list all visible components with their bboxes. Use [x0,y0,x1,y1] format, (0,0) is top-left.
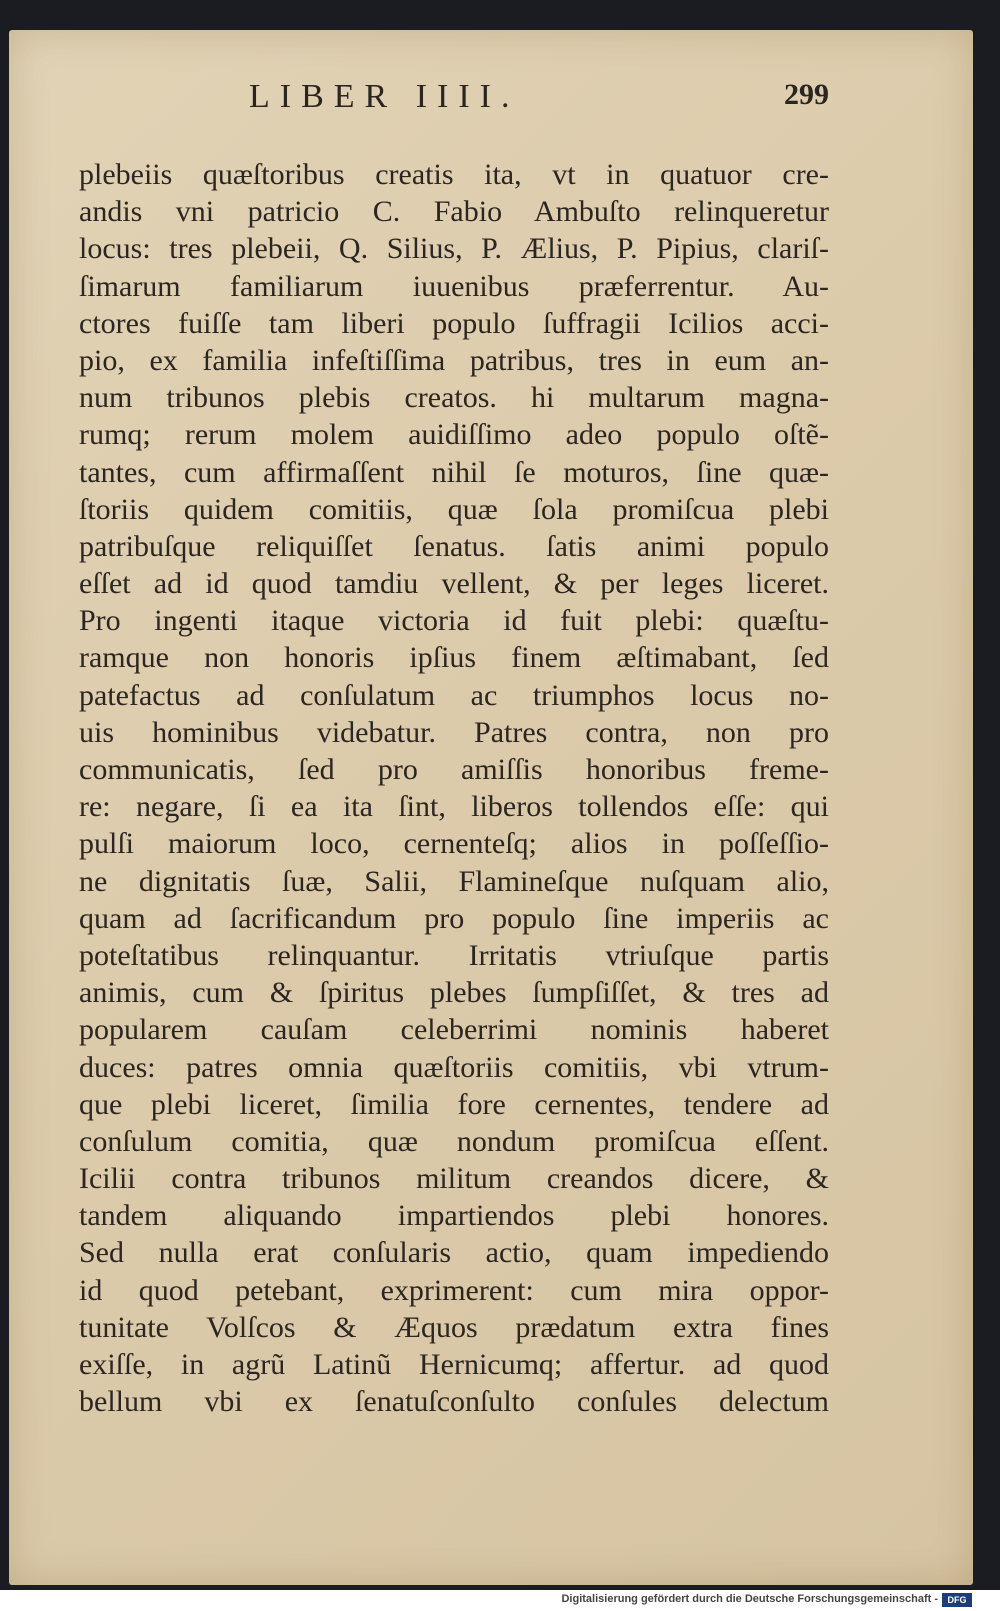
text-line: exiſſe, in agrũ Latinũ Hernicumq; affertur. ad quod [79,1348,829,1381]
text-line: communicatis, ſed pro amiſſis honoribus freme- [79,753,829,786]
text-line: duces: patres omnia quæſtoriis comitiis, vbi vtrum- [79,1050,829,1084]
text-line: andis vni patricio C. Fabio Ambuſto relinqueretur [79,195,829,229]
text-line: locus: tres plebeii, Q. Silius, P. Ælius, P. Pipius, clariſ- [79,232,829,266]
book-title: LIBER IIII. [249,78,520,115]
text-line: popularem cauſam celeberrimi nominis haberet [79,1013,829,1047]
text-line: Pro ingenti itaque victoria id fuit plebi: quæſtu- [79,604,829,638]
text-line: ramque non honoris ipſius finem æſtimabant, ſed [79,641,829,675]
text-line: pulſi maiorum loco, cernenteſq; alios in poſſeſſio- [79,827,829,861]
text-line: conſulum comitia, quæ nondum promiſcua eſſent. [79,1124,829,1158]
text-line: bellum vbi ex ſenatuſconſulto conſules delectum [79,1385,829,1419]
text-line: patefactus ad conſulatum ac triumphos locus no- [79,678,829,712]
text-line: tunitate Volſcos & Æquos prædatum extra fines [79,1310,829,1344]
text-line: uis hominibus videbatur. Patres contra, non pro [79,715,829,749]
text-line: tantes, cum affirmaſſent nihil ſe moturos, ſine quæ- [79,455,829,489]
text-line: ſimarum familiarum iuuenibus præferrentur. Au- [79,269,829,303]
book-page [9,30,973,1585]
running-head [249,78,869,124]
text-line: Sed nulla erat conſularis actio, quam impediendo [79,1236,829,1270]
text-line: ſtoriis quidem comitiis, quæ ſola promiſcua plebi [79,492,829,526]
text-line: re: negare, ſi ea ita ſint, liberos tollendos eſſe: qui [79,790,829,824]
text-line: que plebi liceret, ſimilia fore cernentes, tendere ad [79,1087,829,1121]
text-line: pio, ex familia infeſtiſſima patribus, tres in eum an- [79,343,829,377]
body-text [79,156,829,1420]
text-line: poteſtatibus relinquantur. Irritatis vtriuſque partis [79,938,829,972]
text-line: Icilii contra tribunos militum creandos dicere, & [79,1162,829,1196]
dfg-logo-icon: DFG [942,1593,972,1607]
text-line: eſſet ad id quod tamdiu vellent, & per leges liceret. [79,567,829,601]
footer-bar [0,1590,1000,1611]
text-line: num tribunos plebis creatos. hi multarum magna- [79,381,829,415]
text-line: tandem aliquando impartiendos plebi honores. [79,1199,829,1233]
text-line: quam ad ſacrificandum pro populo ſine imperiis ac [79,901,829,935]
text-line: id quod petebant, exprimerent: cum mira oppor- [79,1273,829,1307]
text-line: animis, cum & ſpiritus plebes ſumpſiſſet, & tres ad [79,976,829,1010]
text-line: plebeiis quæſtoribus creatis ita, vt in quatuor cre- [79,158,829,191]
text-line: rumq; rerum molem auidiſſimo adeo populo oſtẽ- [79,418,829,452]
page-number: 299 [784,78,829,111]
text-line: patribuſque reliquiſſet ſenatus. ſatis animi populo [79,529,829,563]
funding-credit: Digitalisierung gefördert durch die Deutsche Forschungsgemeinschaft - [561,1593,938,1605]
text-line: ctores fuiſſe tam liberi populo ſuffragii Icilios acci- [79,306,829,340]
text-line: ne dignitatis ſuæ, Salii, Flamineſque nuſquam alio, [79,864,829,898]
